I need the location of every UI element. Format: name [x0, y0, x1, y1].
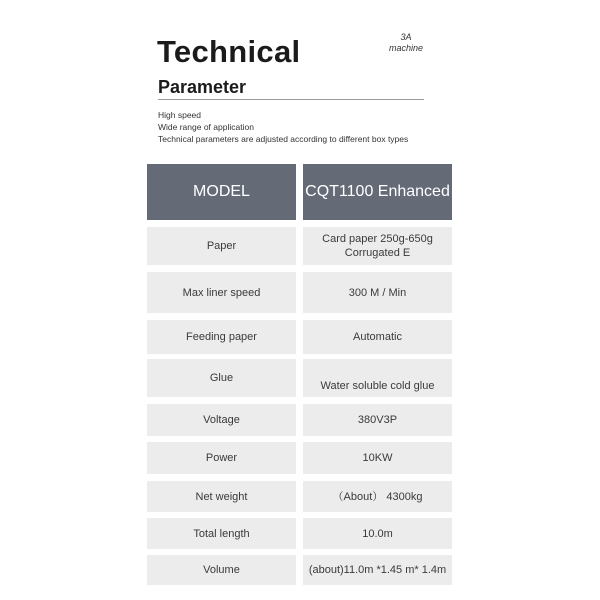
row-value-volume: (about)11.0m *1.45 m* 1.4m [303, 555, 452, 585]
row-label-power: Power [147, 442, 296, 474]
brand-badge-line1: 3A [400, 32, 412, 42]
feature-note: Wide range of application [158, 122, 254, 132]
page-subtitle: Parameter [158, 77, 247, 97]
feature-notes [158, 109, 408, 145]
feature-note: Technical parameters are adjusted according to different box types [158, 134, 409, 144]
row-value-speed: 300 M / Min [303, 272, 452, 313]
row-value-glue: Water soluble cold glue [303, 359, 452, 397]
row-value-paper-line1: Card paper 250g-650g [322, 233, 433, 245]
table-header-value: CQT1100 Enhanced [303, 164, 452, 220]
row-label-voltage: Voltage [147, 404, 296, 436]
brand-badge [385, 32, 427, 54]
row-label-glue: Glue [147, 359, 296, 397]
table-header-label: MODEL [147, 164, 296, 220]
page-title: Technical [157, 34, 301, 69]
row-value-voltage: 380V3P [303, 404, 452, 436]
row-value-paper-line2: Corrugated E [344, 247, 411, 259]
row-label-volume: Volume [147, 555, 296, 585]
row-value-feeding: Automatic [303, 320, 452, 354]
row-label-paper: Paper [147, 227, 296, 265]
row-label-weight: Net weight [147, 481, 296, 512]
row-value-paper [303, 227, 452, 265]
row-label-feeding: Feeding paper [147, 320, 296, 354]
row-label-speed: Max liner speed [147, 272, 296, 313]
row-value-length: 10.0m [303, 518, 452, 549]
feature-note: High speed [158, 110, 202, 120]
row-label-length: Total length [147, 518, 296, 549]
brand-badge-line2: machine [388, 43, 424, 53]
row-value-power: 10KW [303, 442, 452, 474]
row-value-weight: （About） 4300kg [303, 481, 452, 512]
title-divider [158, 99, 424, 100]
